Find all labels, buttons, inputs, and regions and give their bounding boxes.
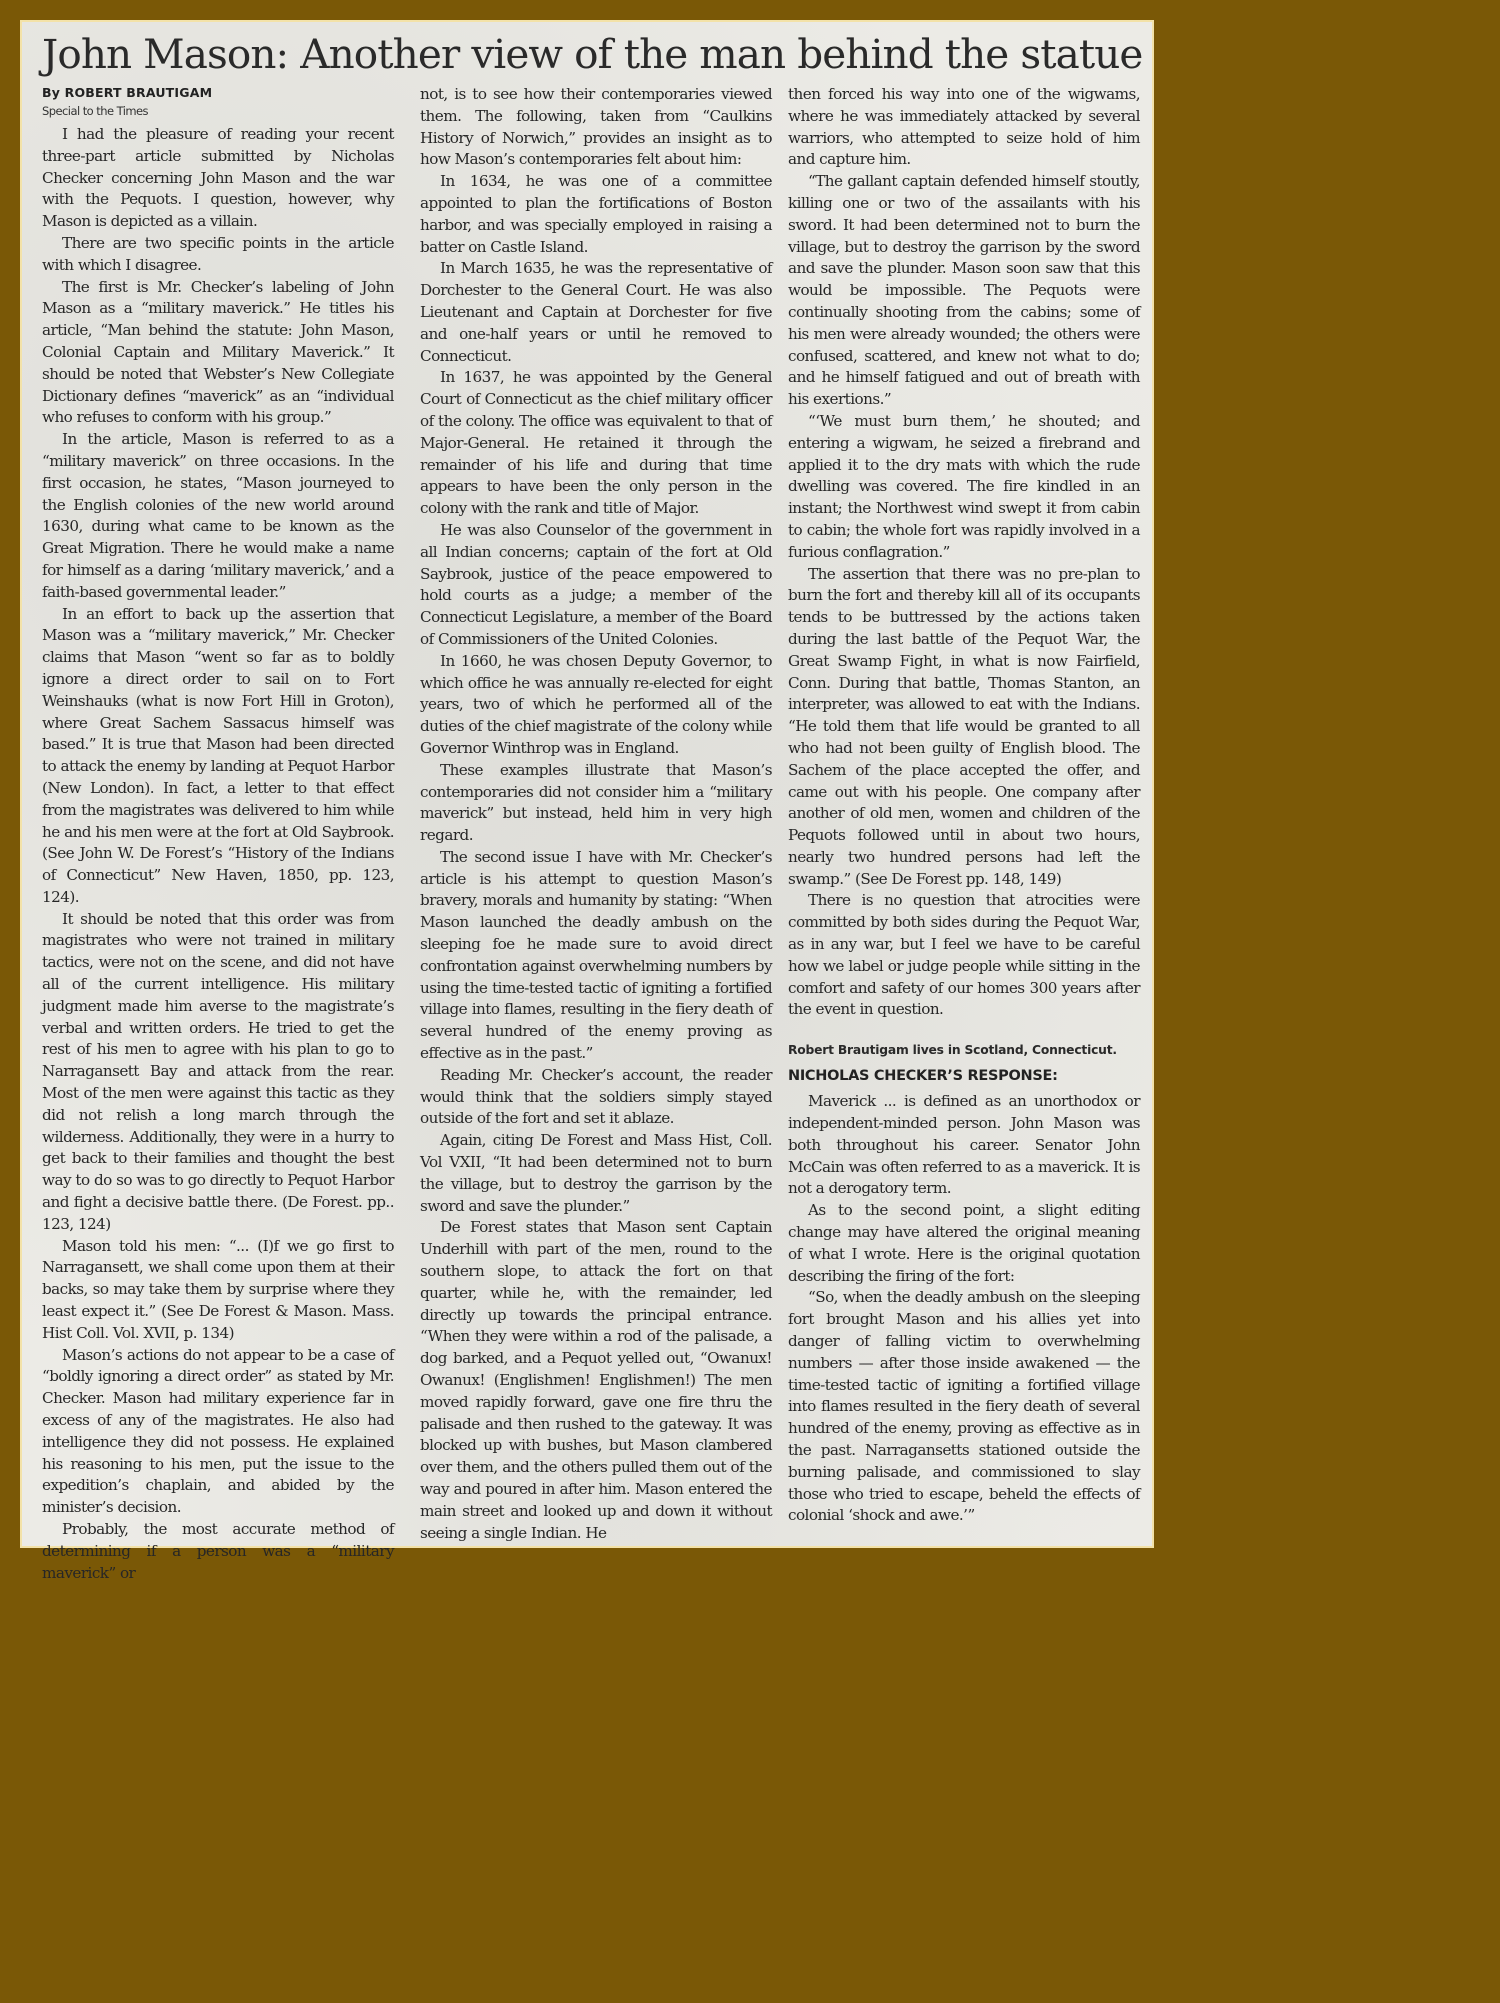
byline-credit: Special to the Times bbox=[42, 104, 148, 118]
paragraph: In 1660, he was chosen Deputy Governor, to which office he was annually re-elected for eight years, two of which he performed all of the duties of the chief magistrate of the colony while Governor Winthrop was in England. bbox=[420, 651, 772, 757]
paragraph: Mason’s actions do not appear to be a case of “boldly ignoring a direct order” as stated by Mr. Checker. Mason had military experience far in excess of any of the magistrates. He also had intelligence they did not possess. He explained his reasoning to his men, put the issue to the expedition’s chaplain, and abided by the minister’s decision. bbox=[42, 1345, 394, 1517]
author-bio: Robert Brautigam lives in Scotland, Connecticut. bbox=[788, 1043, 1117, 1058]
paragraph: then forced his way into one of the wigwams, where he was immediately attacked by several warriors, who attempted to seize hold of him and capture him. bbox=[788, 85, 1140, 169]
article-column-2 bbox=[420, 84, 772, 1544]
paragraph: These examples illustrate that Mason’s contemporaries did not consider him a “military maverick” but instead, held him in very high regard. bbox=[420, 760, 772, 845]
paragraph: In an effort to back up the assertion that Mason was a “military maverick,” Mr. Checker claims that Mason “went so far as to boldly ignore a direct order to sail on to Fort Weinshauks (what is now Fort Hill in Groton), where Great Sachem Sassacus himself was based.” It is true that Mason had been directed to attack the enemy by landing at Pequot Harbor (New London). In fact, a letter to that effect from the magistrates was delivered to him while he and his men were at the fort at Old Saybrook. (See John W. De Forest’s “History of the Indians of Connecticut” New Haven, 1850, pp. 123, 124). bbox=[42, 604, 394, 906]
paragraph: There are two specific points in the article with which I disagree. bbox=[42, 233, 394, 274]
paragraph: The assertion that there was no pre-plan to burn the fort and thereby kill all of its occupants tends to be buttressed by the actions taken during the last battle of the Pequot War, the Great Swamp Fight, in what is now Fairfield, Conn. During that battle, Thomas Stanton, an interpreter, was allowed to eat with the Indians. “He told them that life would be granted to all who had not been guilty of English blood. The Sachem of the place accepted the offer, and came out with his people. One company after another of old men, women and children of the Pequots followed until in about two hours, nearly two hundred persons had left the swamp.” (See De Forest pp. 148, 149) bbox=[788, 564, 1140, 888]
paragraph: In 1637, he was appointed by the General Court of Connecticut as the chief military officer of the colony. The office was equivalent to that of Major-General. He retained it through the remainder of his life and during that time appears to have been the only person in the colony with the rank and title of Major. bbox=[420, 368, 772, 518]
paragraph: De Forest states that Mason sent Captain Underhill with part of the men, round to the southern slope, to attack the fort on that quarter, while he, with the remainder, led directly up towards the principal entrance. “When they were within a rod of the palisade, a dog barked, and a Pequot yelled out, “Owanux! Owanux! (Englishmen! Englishmen!) The men moved rapidly forward, gave one fire thru the palisade and then rushed to the gateway. It was blocked up with bushes, but Mason clambered over them, and the others pulled them out of the way and poured in after him. Mason entered the main street and looked up and down it without seeing a single Indian. He bbox=[420, 1218, 772, 1542]
paragraph: Mason told his men: “... (I)f we go first to Narragansett, we shall come upon them at their backs, so may take them by surprise where they least expect it.” (See De Forest & Mason. Mass. Hist Coll. Vol. XVII, p. 134) bbox=[42, 1236, 394, 1342]
paragraph: Probably, the most accurate method of determining if a person was a “military maverick” or bbox=[42, 1520, 394, 1582]
paragraph: The first is Mr. Checker’s labeling of John Mason as a “military maverick.” He titles his article, “Man behind the statute: John Mason, Colonial Captain and Military Maverick.” It should be noted that Webster’s New Collegiate Dictionary defines “maverick” as an “individual who refuses to conform with his group.” bbox=[42, 277, 394, 427]
paragraph: In 1634, he was one of a committee appointed to plan the fortifications of Boston harbor, and was specially employed in raising a batter on Castle Island. bbox=[420, 172, 772, 256]
paragraph: Reading Mr. Checker’s account, the reader would think that the soldiers simply stayed outside of the fort and set it ablaze. bbox=[420, 1065, 772, 1128]
paragraph: The second issue I have with Mr. Checker’s article is his attempt to question Mason’s bravery, morals and humanity by stating: “When Mason launched the deadly ambush on the sleeping foe he made sure to avoid direct confrontation against overwhelming numbers by using the time-tested tactic of igniting a fortified village into flames, resulting in the fiery death of several hundred of the enemy proving as effective as in the past.” bbox=[420, 847, 772, 1063]
paragraph: He was also Counselor of the government in all Indian concerns; captain of the fort at Old Saybrook, justice of the peace empowered to hold courts as a judge; a member of the Connecticut Legislature, a member of the Board of Commissioners of the United Colonies. bbox=[420, 520, 772, 648]
response-paragraph: Maverick ... is defined as an unorthodox or independent-minded person. John Mason was both throughout his career. Senator John McCain was often referred to as a maverick. It is not a derogatory term. bbox=[788, 1092, 1140, 1198]
clipping-frame bbox=[20, 20, 1154, 1582]
article-column-1 bbox=[42, 84, 394, 1584]
paragraph: not, is to see how their contemporaries viewed them. The following, taken from “Caulkins History of Norwich,” provides an insight as to how Mason’s contemporaries felt about him: bbox=[420, 85, 772, 169]
article-column-3 bbox=[788, 84, 1140, 1527]
paragraph: In March 1635, he was the representative of Dorchester to the General Court. He was also Lieutenant and Captain at Dorchester for five and one-half years or until he removed to Connecticut. bbox=[420, 259, 772, 365]
response-paragraph: “So, when the deadly ambush on the sleeping fort brought Mason and his allies yet into danger of falling victim to overwhelming numbers — after those inside awakened — the time-tested tactic of igniting a fortified village into flames resulted in the fiery death of several hundred of the enemy, proving as effective as in the past. Narragansetts stationed outside the burning palisade, and commissioned to slay those who tried to escape, beheld the effects of colonial ‘shock and awe.’” bbox=[788, 1288, 1140, 1525]
headline: John Mason: Another view of the man behind the statue bbox=[42, 30, 1143, 78]
response-heading: NICHOLAS CHECKER’S RESPONSE: bbox=[788, 1068, 1058, 1085]
paragraph: Again, citing De Forest and Mass Hist, Coll. Vol VXII, “It had been determined not to burn the village, but to destroy the garrison by the sword and save the plunder.” bbox=[420, 1131, 772, 1215]
byline: By ROBERT BRAUTIGAM bbox=[42, 85, 213, 100]
paragraph: I had the pleasure of reading your recent three-part article submitted by Nicholas Checker concerning John Mason and the war with the Pequots. I question, however, why Mason is depicted as a villain. bbox=[42, 125, 394, 231]
paragraph: There is no question that atrocities were committed by both sides during the Pequot War, as in any war, but I feel we have to be careful how we label or judge people while sitting in the comfort and safety of our homes 300 years after the event in question. bbox=[788, 891, 1140, 1019]
paragraph: “‘We must burn them,’ he shouted; and entering a wigwam, he seized a firebrand and applied it to the dry mats with which the rude dwelling was covered. The fire kindled in an instant; the Northwest wind swept it from cabin to cabin; the whole fort was rapidly involved in a furious conflagration.” bbox=[788, 411, 1140, 561]
paragraph: “The gallant captain defended himself stoutly, killing one or two of the assailants with his sword. It had been determined not to burn the village, but to destroy the garrison by the sword and save the plunder. Mason soon saw that this would be impossible. The Pequots were continually shooting from the cabins; some of his men were already wounded; the others were confused, scattered, and knew not what to do; and he himself fatigued and out of breath with his exertions.” bbox=[788, 172, 1140, 409]
paragraph: In the article, Mason is referred to as a “military maverick” on three occasions. In the first occasion, he states, “Mason journeyed to the English colonies of the new world around 1630, during what came to be known as the Great Migration. There he would make a name for himself as a daring ‘military maverick,’ and a faith-based governmental leader.” bbox=[42, 430, 394, 601]
paragraph: It should be noted that this order was from magistrates who were not trained in military tactics, were not on the scene, and did not have all of the current intelligence. His military judgment made him averse to the magistrate’s verbal and written orders. He tried to get the rest of his men to agree with his plan to go to Narragansett Bay and attack from the rear. Most of the men were against this tactic as they did not relish a long march through the wilderness. Additionally, they were in a hurry to get back to their families and thought the best way to do so was to go directly to Pequot Harbor and fight a decisive battle there. (De Forest. pp.. 123, 124) bbox=[42, 909, 394, 1233]
response-paragraph: As to the second point, a slight editing change may have altered the original meaning of what I wrote. Here is the original quotation describing the firing of the fort: bbox=[788, 1201, 1140, 1285]
